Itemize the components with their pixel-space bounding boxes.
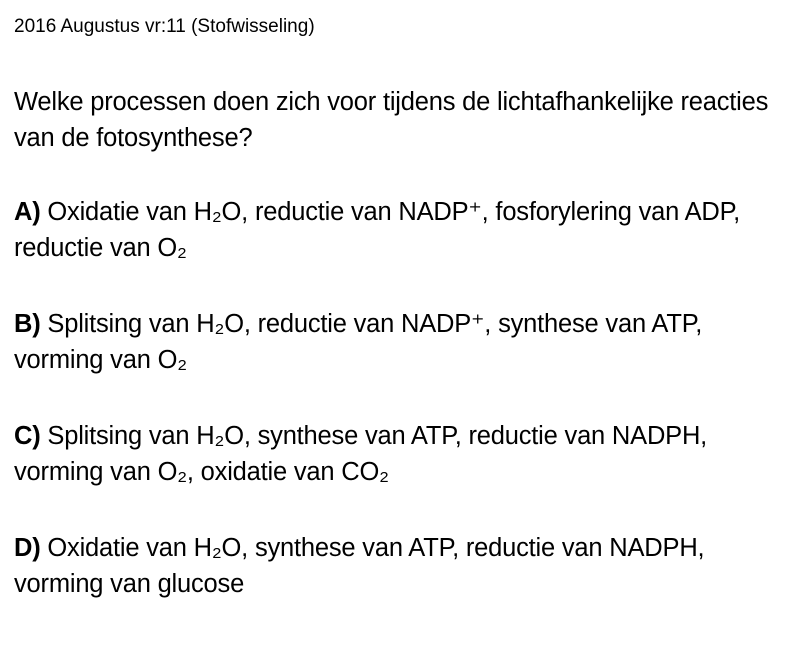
exam-header: 2016 Augustus vr:11 (Stofwisseling): [14, 16, 315, 37]
answer-option-c: [14, 418, 786, 490]
answer-option-d: [14, 530, 786, 602]
question-text: Welke processen doen zich voor tijdens de lichtafhankelijke reacties van de fotosynthese?: [14, 88, 769, 152]
option-text: Splitsing van H₂O, reductie van NADP⁺, synthese van ATP, vorming van O₂: [14, 310, 703, 374]
option-text: Oxidatie van H₂O, reductie van NADP⁺, fosforylering van ADP, reductie van O₂: [14, 198, 741, 262]
option-letter: D): [14, 534, 41, 562]
answer-option-b: [14, 306, 786, 378]
option-letter: A): [14, 198, 41, 226]
option-letter: B): [14, 310, 41, 338]
option-letter: C): [14, 422, 41, 450]
option-text: Oxidatie van H₂O, synthese van ATP, reductie van NADPH, vorming van glucose: [14, 534, 705, 598]
answer-option-a: [14, 194, 786, 266]
option-text: Splitsing van H₂O, synthese van ATP, reductie van NADPH, vorming van O₂, oxidatie van CO₂: [14, 422, 708, 486]
